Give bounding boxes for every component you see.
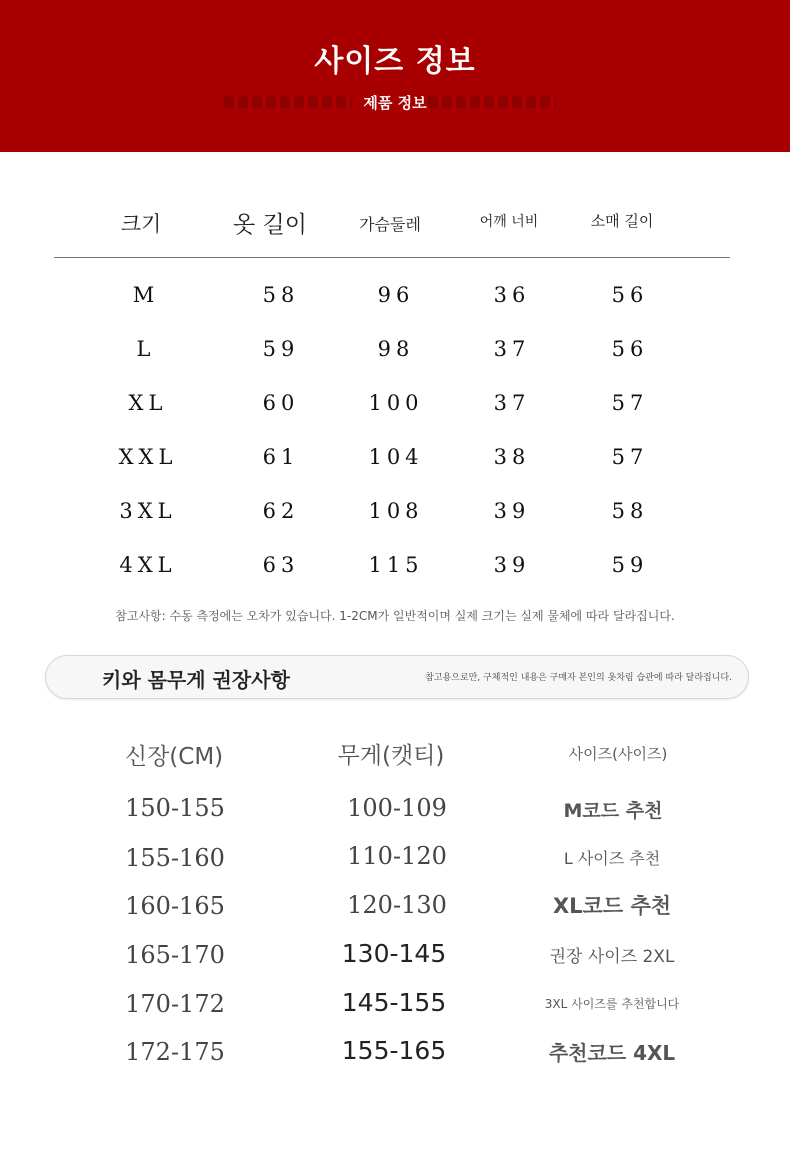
col-header-weight: 무게(캣티) bbox=[337, 743, 445, 769]
table-cell: 39 bbox=[493, 553, 531, 577]
table-cell: 108 bbox=[368, 499, 424, 523]
table-cell: 120-130 bbox=[347, 891, 447, 919]
table-cell: 110-120 bbox=[347, 842, 447, 870]
banner-title: 키와 몸무게 권장사항 bbox=[102, 668, 290, 692]
table-cell: M bbox=[132, 283, 160, 307]
table-cell: L 사이즈 추천 bbox=[563, 849, 661, 868]
table-cell: 36 bbox=[493, 283, 531, 307]
table-cell: 3XL bbox=[119, 499, 177, 523]
col-header-size: 크기 bbox=[120, 212, 162, 236]
table-cell: 추천코드 4XL bbox=[548, 1041, 676, 1065]
col-header-sleeve: 소매 길이 bbox=[590, 212, 654, 230]
table-cell: 98 bbox=[377, 337, 415, 361]
table-cell: 57 bbox=[611, 445, 649, 469]
table-cell: 4XL bbox=[119, 553, 177, 577]
table-cell: 100 bbox=[368, 391, 424, 415]
table-cell: 160-165 bbox=[125, 892, 225, 920]
table-cell: 170-172 bbox=[125, 990, 225, 1018]
table-cell: 권장 사이즈 2XL bbox=[549, 947, 675, 967]
page-subtitle: 제품 정보 bbox=[363, 94, 427, 112]
page-title: 사이즈 정보 bbox=[314, 44, 476, 79]
table-cell: 56 bbox=[611, 283, 649, 307]
table-cell: XXL bbox=[118, 445, 178, 469]
table-cell: 59 bbox=[611, 553, 649, 577]
table-cell: 155-165 bbox=[341, 1036, 447, 1065]
col-header-length: 옷 길이 bbox=[233, 212, 307, 238]
table-cell: 165-170 bbox=[125, 941, 225, 969]
table-cell: 37 bbox=[493, 391, 531, 415]
table-cell: 59 bbox=[262, 337, 300, 361]
table-cell: 130-145 bbox=[341, 939, 447, 968]
col-header-chest: 가슴둘레 bbox=[359, 215, 421, 234]
table-cell: 39 bbox=[493, 499, 531, 523]
table-cell: 104 bbox=[368, 445, 424, 469]
table-cell: 155-160 bbox=[125, 844, 225, 872]
table-cell: 62 bbox=[262, 499, 300, 523]
table-cell: 3XL 사이즈를 추천합니다 bbox=[544, 997, 680, 1011]
header-banner bbox=[0, 0, 790, 152]
table-cell: 60 bbox=[262, 391, 300, 415]
banner-note: 참고용으로만, 구체적인 내용은 구매자 본인의 옷차림 습관에 따라 달라집니다. bbox=[425, 673, 732, 683]
table-cell: M코드 추천 bbox=[563, 800, 663, 822]
table-cell: XL코드 추천 bbox=[552, 894, 672, 918]
table-cell: 58 bbox=[262, 283, 300, 307]
table-cell: L bbox=[136, 337, 156, 361]
table-cell: 115 bbox=[368, 553, 424, 577]
table-cell: 100-109 bbox=[347, 794, 447, 822]
col-header-height: 신장(CM) bbox=[124, 744, 224, 770]
recommendation-banner bbox=[45, 655, 749, 699]
col-header-size: 사이즈(사이즈) bbox=[568, 745, 668, 763]
table-cell: 57 bbox=[611, 391, 649, 415]
table-cell: 150-155 bbox=[125, 794, 225, 822]
table-cell: 61 bbox=[262, 445, 300, 469]
table-cell: 37 bbox=[493, 337, 531, 361]
table-cell: 63 bbox=[262, 553, 300, 577]
table-cell: 172-175 bbox=[125, 1038, 225, 1066]
table-cell: 56 bbox=[611, 337, 649, 361]
table-cell: 145-155 bbox=[341, 988, 447, 1017]
table-cell: 58 bbox=[611, 499, 649, 523]
table-cell: 38 bbox=[493, 445, 531, 469]
col-header-shoulder: 어깨 너비 bbox=[479, 214, 539, 230]
table-cell: XL bbox=[128, 391, 168, 415]
header-divider bbox=[54, 257, 730, 258]
table-cell: 96 bbox=[377, 283, 415, 307]
measurement-note: 참고사항: 수동 측정에는 오차가 있습니다. 1-2CM가 일반적이며 실제 크기는 실제 물체에 따라 달라집니다. bbox=[115, 609, 675, 623]
